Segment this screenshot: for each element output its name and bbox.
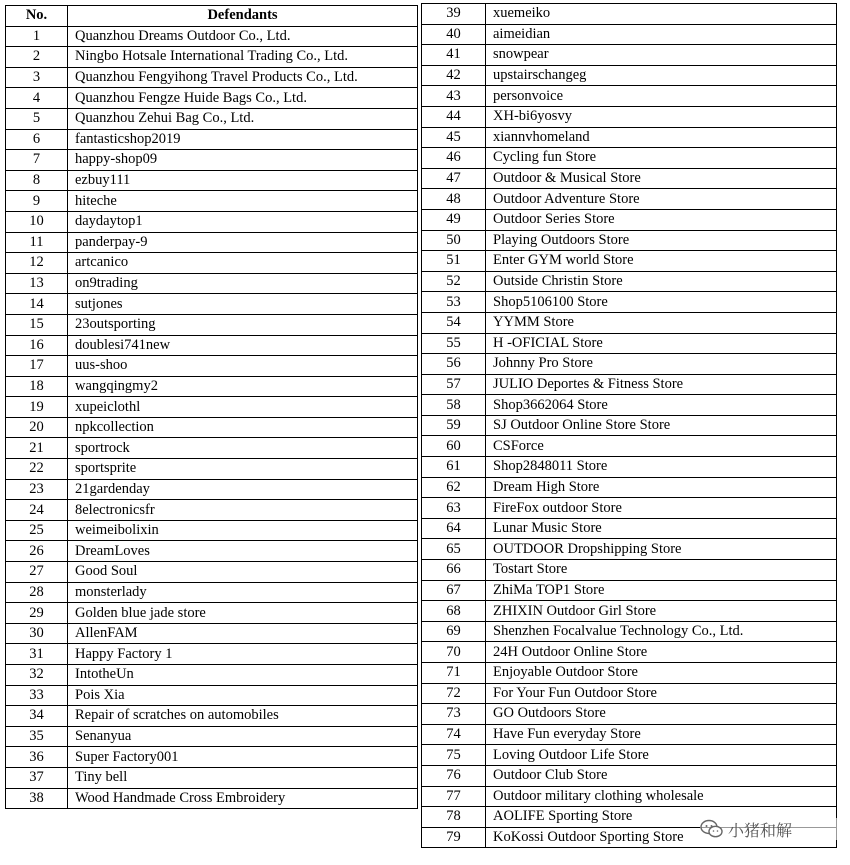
defendant-name: Quanzhou Fengyihong Travel Products Co., Ltd. <box>68 67 418 88</box>
defendant-name: XH-bi6yosvy <box>486 106 837 127</box>
defendant-name: Loving Outdoor Life Store <box>486 745 837 766</box>
row-number: 79 <box>422 827 486 848</box>
table-row <box>422 498 837 519</box>
table-row <box>6 788 418 809</box>
table-row <box>422 106 837 127</box>
defendant-name: Pois Xia <box>68 685 418 706</box>
row-number: 26 <box>6 541 68 562</box>
defendant-name: on9trading <box>68 273 418 294</box>
table-row <box>422 209 837 230</box>
defendant-name: xupeiclothl <box>68 397 418 418</box>
row-number: 19 <box>6 397 68 418</box>
row-number: 6 <box>6 129 68 150</box>
row-number: 55 <box>422 333 486 354</box>
defendant-name: JULIO Deportes & Fitness Store <box>486 374 837 395</box>
defendant-name: fantasticshop2019 <box>68 129 418 150</box>
defendant-name: xiannvhomeland <box>486 127 837 148</box>
table-row <box>6 767 418 788</box>
defendant-name: Ningbo Hotsale International Trading Co., Ltd. <box>68 47 418 68</box>
row-number: 31 <box>6 644 68 665</box>
defendant-name: Quanzhou Dreams Outdoor Co., Ltd. <box>68 26 418 47</box>
table-row <box>422 560 837 581</box>
defendant-name: For Your Fun Outdoor Store <box>486 683 837 704</box>
defendant-name: Dream High Store <box>486 477 837 498</box>
row-number: 37 <box>6 767 68 788</box>
table-row <box>6 520 418 541</box>
defendant-name: Enjoyable Outdoor Store <box>486 663 837 684</box>
table-row <box>6 150 418 171</box>
defendant-name: Tiny bell <box>68 767 418 788</box>
defendant-name: daydaytop1 <box>68 211 418 232</box>
table-row <box>422 642 837 663</box>
table-row <box>422 457 837 478</box>
row-number: 2 <box>6 47 68 68</box>
row-number: 33 <box>6 685 68 706</box>
row-number: 78 <box>422 807 486 828</box>
defendant-name: Johnny Pro Store <box>486 354 837 375</box>
row-number: 53 <box>422 292 486 313</box>
row-number: 73 <box>422 704 486 725</box>
row-number: 76 <box>422 765 486 786</box>
defendant-name: Quanzhou Zehui Bag Co., Ltd. <box>68 108 418 129</box>
defendant-name: YYMM Store <box>486 312 837 333</box>
defendant-name: Shop2848011 Store <box>486 457 837 478</box>
table-row <box>422 148 837 169</box>
table-row <box>422 765 837 786</box>
defendant-name: snowpear <box>486 45 837 66</box>
table-row <box>422 168 837 189</box>
table-row <box>422 271 837 292</box>
row-number: 25 <box>6 520 68 541</box>
wechat-logo-icon <box>700 819 724 839</box>
defendant-name: Outdoor Series Store <box>486 209 837 230</box>
defendant-name: DreamLoves <box>68 541 418 562</box>
table-row <box>422 374 837 395</box>
table-row <box>6 170 418 191</box>
row-number: 15 <box>6 314 68 335</box>
defendant-name: Playing Outdoors Store <box>486 230 837 251</box>
table-row <box>422 4 837 25</box>
row-number: 28 <box>6 582 68 603</box>
table-row <box>422 663 837 684</box>
table-row <box>422 477 837 498</box>
defendant-name: personvoice <box>486 86 837 107</box>
watermark <box>700 818 840 840</box>
table-row <box>6 459 418 480</box>
row-number: 30 <box>6 623 68 644</box>
row-number: 5 <box>6 108 68 129</box>
defendant-name: Super Factory001 <box>68 747 418 768</box>
row-number: 59 <box>422 415 486 436</box>
row-number: 4 <box>6 88 68 109</box>
defendant-name: Outside Christin Store <box>486 271 837 292</box>
defendant-name: aimeidian <box>486 24 837 45</box>
row-number: 20 <box>6 417 68 438</box>
table-row <box>422 580 837 601</box>
table-row <box>422 24 837 45</box>
defendant-name: Outdoor military clothing wholesale <box>486 786 837 807</box>
defendant-name: ZhiMa TOP1 Store <box>486 580 837 601</box>
table-row <box>6 108 418 129</box>
table-row <box>6 747 418 768</box>
row-number: 32 <box>6 665 68 686</box>
defendant-name: Golden blue jade store <box>68 603 418 624</box>
defendant-name: KoKossi Outdoor Sporting Store <box>486 827 837 848</box>
defendant-name: uus-shoo <box>68 356 418 377</box>
table-row <box>6 603 418 624</box>
table-row <box>422 683 837 704</box>
defendant-name: happy-shop09 <box>68 150 418 171</box>
table-row <box>6 294 418 315</box>
table-row <box>6 376 418 397</box>
defendants-table-left <box>5 5 418 809</box>
defendant-name: Have Fun everyday Store <box>486 724 837 745</box>
table-row <box>422 354 837 375</box>
defendant-name: 23outsporting <box>68 314 418 335</box>
defendant-name: Shenzhen Focalvalue Technology Co., Ltd. <box>486 621 837 642</box>
defendant-name: upstairschangeg <box>486 65 837 86</box>
table-row <box>6 706 418 727</box>
defendant-name: Shop5106100 Store <box>486 292 837 313</box>
table-row <box>6 253 418 274</box>
table-row <box>422 415 837 436</box>
defendant-name: sportsprite <box>68 459 418 480</box>
table-row <box>422 127 837 148</box>
row-number: 74 <box>422 724 486 745</box>
defendant-name: monsterlady <box>68 582 418 603</box>
defendant-name: artcanico <box>68 253 418 274</box>
defendant-name: Lunar Music Store <box>486 518 837 539</box>
table-row <box>6 541 418 562</box>
defendant-name: ezbuy111 <box>68 170 418 191</box>
table-row <box>6 582 418 603</box>
defendant-name: GO Outdoors Store <box>486 704 837 725</box>
table-row <box>422 45 837 66</box>
table-row <box>6 438 418 459</box>
defendant-name: Tostart Store <box>486 560 837 581</box>
table-row <box>6 335 418 356</box>
table-row <box>422 601 837 622</box>
defendant-name: ZHIXIN Outdoor Girl Store <box>486 601 837 622</box>
row-number: 42 <box>422 65 486 86</box>
row-number: 8 <box>6 170 68 191</box>
column-header-defendants: Defendants <box>68 6 418 27</box>
row-number: 69 <box>422 621 486 642</box>
table-row <box>422 395 837 416</box>
defendant-name: wangqingmy2 <box>68 376 418 397</box>
row-number: 12 <box>6 253 68 274</box>
row-number: 18 <box>6 376 68 397</box>
row-number: 75 <box>422 745 486 766</box>
table-row <box>422 786 837 807</box>
row-number: 49 <box>422 209 486 230</box>
row-number: 29 <box>6 603 68 624</box>
row-number: 22 <box>6 459 68 480</box>
row-number: 71 <box>422 663 486 684</box>
table-row <box>422 724 837 745</box>
defendant-name: Quanzhou Fengze Huide Bags Co., Ltd. <box>68 88 418 109</box>
defendant-name: sportrock <box>68 438 418 459</box>
defendant-name: Enter GYM world Store <box>486 251 837 272</box>
row-number: 36 <box>6 747 68 768</box>
row-number: 64 <box>422 518 486 539</box>
row-number: 51 <box>422 251 486 272</box>
row-number: 60 <box>422 436 486 457</box>
row-number: 77 <box>422 786 486 807</box>
row-number: 46 <box>422 148 486 169</box>
table-row <box>422 621 837 642</box>
table-row <box>422 436 837 457</box>
table-row <box>422 292 837 313</box>
table-body-left <box>6 26 418 809</box>
table-row <box>6 417 418 438</box>
table-row <box>422 86 837 107</box>
row-number: 27 <box>6 562 68 583</box>
table-row <box>6 562 418 583</box>
row-number: 1 <box>6 26 68 47</box>
defendant-name: SJ Outdoor Online Store Store <box>486 415 837 436</box>
table-row <box>422 745 837 766</box>
row-number: 67 <box>422 580 486 601</box>
row-number: 66 <box>422 560 486 581</box>
defendant-name: 8electronicsfr <box>68 500 418 521</box>
table-row <box>6 88 418 109</box>
table-row <box>6 129 418 150</box>
table-row <box>6 314 418 335</box>
row-number: 10 <box>6 211 68 232</box>
row-number: 43 <box>422 86 486 107</box>
column-header-no: No. <box>6 6 68 27</box>
table-row <box>6 232 418 253</box>
row-number: 72 <box>422 683 486 704</box>
table-row <box>6 273 418 294</box>
row-number: 56 <box>422 354 486 375</box>
defendant-name: sutjones <box>68 294 418 315</box>
defendant-name: Outdoor Adventure Store <box>486 189 837 210</box>
row-number: 52 <box>422 271 486 292</box>
defendant-name: hiteche <box>68 191 418 212</box>
row-number: 17 <box>6 356 68 377</box>
table-row <box>422 539 837 560</box>
defendant-name: xuemeiko <box>486 4 837 25</box>
defendant-name: doublesi741new <box>68 335 418 356</box>
row-number: 11 <box>6 232 68 253</box>
defendant-name: Good Soul <box>68 562 418 583</box>
defendant-name: Outdoor & Musical Store <box>486 168 837 189</box>
table-row <box>6 685 418 706</box>
defendant-name: Cycling fun Store <box>486 148 837 169</box>
defendant-name: Wood Handmade Cross Embroidery <box>68 788 418 809</box>
row-number: 21 <box>6 438 68 459</box>
table-row <box>422 333 837 354</box>
defendant-name: CSForce <box>486 436 837 457</box>
row-number: 70 <box>422 642 486 663</box>
table-row <box>6 500 418 521</box>
row-number: 13 <box>6 273 68 294</box>
row-number: 3 <box>6 67 68 88</box>
table-row <box>6 623 418 644</box>
defendant-name: AOLIFE Sporting Store <box>486 807 837 828</box>
row-number: 16 <box>6 335 68 356</box>
row-number: 40 <box>422 24 486 45</box>
table-row <box>6 479 418 500</box>
defendant-name: panderpay-9 <box>68 232 418 253</box>
table-row <box>6 211 418 232</box>
table-row <box>422 189 837 210</box>
defendant-name: Happy Factory 1 <box>68 644 418 665</box>
table-row <box>6 26 418 47</box>
table-row <box>6 47 418 68</box>
row-number: 57 <box>422 374 486 395</box>
row-number: 50 <box>422 230 486 251</box>
row-number: 68 <box>422 601 486 622</box>
table-row <box>6 644 418 665</box>
defendant-name: FireFox outdoor Store <box>486 498 837 519</box>
watermark-text: 小猪和解 <box>728 820 793 840</box>
row-number: 38 <box>6 788 68 809</box>
table-row <box>6 726 418 747</box>
defendant-name: npkcollection <box>68 417 418 438</box>
table-row <box>6 356 418 377</box>
row-number: 63 <box>422 498 486 519</box>
table-row <box>422 230 837 251</box>
defendant-name: IntotheUn <box>68 665 418 686</box>
row-number: 24 <box>6 500 68 521</box>
row-number: 7 <box>6 150 68 171</box>
row-number: 61 <box>422 457 486 478</box>
table-row <box>6 67 418 88</box>
table-row <box>422 312 837 333</box>
table-header-row <box>6 6 418 27</box>
defendants-table-right <box>421 3 837 848</box>
table-row <box>6 665 418 686</box>
row-number: 39 <box>422 4 486 25</box>
row-number: 47 <box>422 168 486 189</box>
table-body-right <box>422 4 837 848</box>
row-number: 41 <box>422 45 486 66</box>
table-row <box>422 65 837 86</box>
table-row <box>6 397 418 418</box>
row-number: 9 <box>6 191 68 212</box>
row-number: 54 <box>422 312 486 333</box>
table-row <box>422 251 837 272</box>
table-row <box>422 518 837 539</box>
row-number: 14 <box>6 294 68 315</box>
defendant-name: 24H Outdoor Online Store <box>486 642 837 663</box>
defendant-name: H -OFICIAL Store <box>486 333 837 354</box>
defendant-name: 21gardenday <box>68 479 418 500</box>
row-number: 58 <box>422 395 486 416</box>
row-number: 65 <box>422 539 486 560</box>
defendant-name: weimeibolixin <box>68 520 418 541</box>
table-row <box>6 191 418 212</box>
row-number: 34 <box>6 706 68 727</box>
table-row <box>422 704 837 725</box>
row-number: 23 <box>6 479 68 500</box>
row-number: 45 <box>422 127 486 148</box>
defendant-name: AllenFAM <box>68 623 418 644</box>
defendant-name: OUTDOOR Dropshipping Store <box>486 539 837 560</box>
defendant-name: Shop3662064 Store <box>486 395 837 416</box>
row-number: 48 <box>422 189 486 210</box>
row-number: 35 <box>6 726 68 747</box>
defendant-name: Repair of scratches on automobiles <box>68 706 418 727</box>
row-number: 44 <box>422 106 486 127</box>
defendant-name: Outdoor Club Store <box>486 765 837 786</box>
defendant-name: Senanyua <box>68 726 418 747</box>
row-number: 62 <box>422 477 486 498</box>
